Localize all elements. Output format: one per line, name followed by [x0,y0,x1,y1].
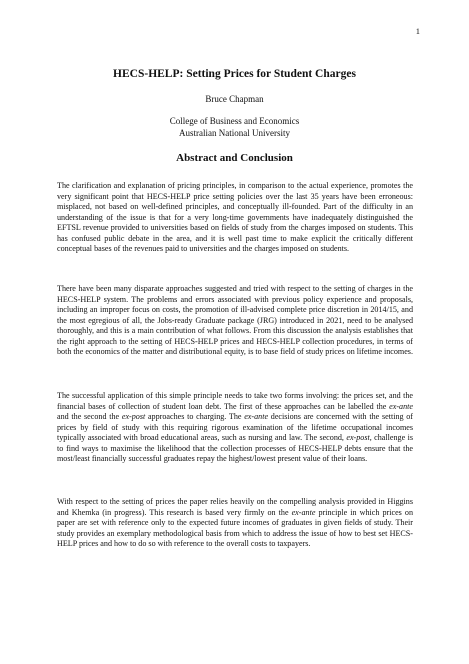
italic-term: ex-ante [389,401,413,411]
affiliation-college: College of Business and Economics [169,116,300,126]
abstract-paragraph-4: With respect to the setting of prices the paper relies heavily on the compelling analysis provided in Higgins and Khemka (in progress). This research is based very firmly on the ex-ante principle in which prices on paper are set with reference only to the expected future incomes of graduates in given fields of study. Their study provides an exemplary methodological basis from which to address the issue of how to best set HECS-HELP prices and how to do so with reference to the overall costs to taxpayers. [57,497,413,549]
section-heading: Abstract and Conclusion [176,152,293,164]
abstract-paragraph-1: The clarification and explanation of pricing principles, in comparison to the actual experience, promotes the very significant point that HECS-HELP price setting policies over the last 35 years have been erroneous: misplaced, not based on well-defined principles, and conceptually ill-founded. Part of the difficulty in an understanding of the issue is that for a very long-time governments have inadequately distinguished the EFTSL revenue provided to universities based on fields of study from the charges imposed on students. This has confused public debate in the area, and it is well past time to make explicit the critically different conceptual bases of the revenues paid to universities and the charges imposed on students. [57,181,413,254]
author-name: Bruce Chapman [205,94,264,104]
abstract-paragraph-2: There have been many disparate approaches suggested and tried with respect to the setting of charges in the HECS-HELP system. The problems and errors associated with previous policy experience and proposals, including an improper focus on costs, the promotion of ill-advised complete price discretion in 2014/15, and the most egregious of all, the Jobs-ready Graduate package (JRG) introduced in 2021, need to be analysed thoroughly, and this is a main contribution of what follows. From this discussion the analysis establishes that the right approach to the setting of HECS-HELP prices and HECS-HELP collection procedures, in terms of both the economics of the matter and distributional equity, is to base field of study prices on lifetime incomes. [57,284,413,357]
paper-title: HECS-HELP: Setting Prices for Student Charges [113,68,356,80]
italic-term: ex-post [346,433,370,443]
affiliation [0,116,469,139]
italic-term: ex-ante [244,412,269,422]
italic-term: ex-post [121,412,146,422]
affiliation-university: Australian National University [179,127,290,138]
page-number: 1 [415,26,420,36]
abstract-paragraph-3: The successful application of this simple principle needs to take two forms involving: the prices set, and the financial bases of collection of student loan debt. The first of these approaches can be labelled the ex-ante and the second the ex-post approaches to charging. The ex-ante decisions are concerned with the setting of prices by field of study with this requiring rigorous examination of the lifetime occupational incomes typically associated with broad educational areas, such as nursing and law. The second, ex-post, challenge is to find ways to maximise the likelihood that the collection processes of HECS-HELP debts ensure that the most/least financially successful graduates repay the highest/lowest present value of their loans. [57,391,414,464]
italic-term: ex-ante [291,507,316,517]
